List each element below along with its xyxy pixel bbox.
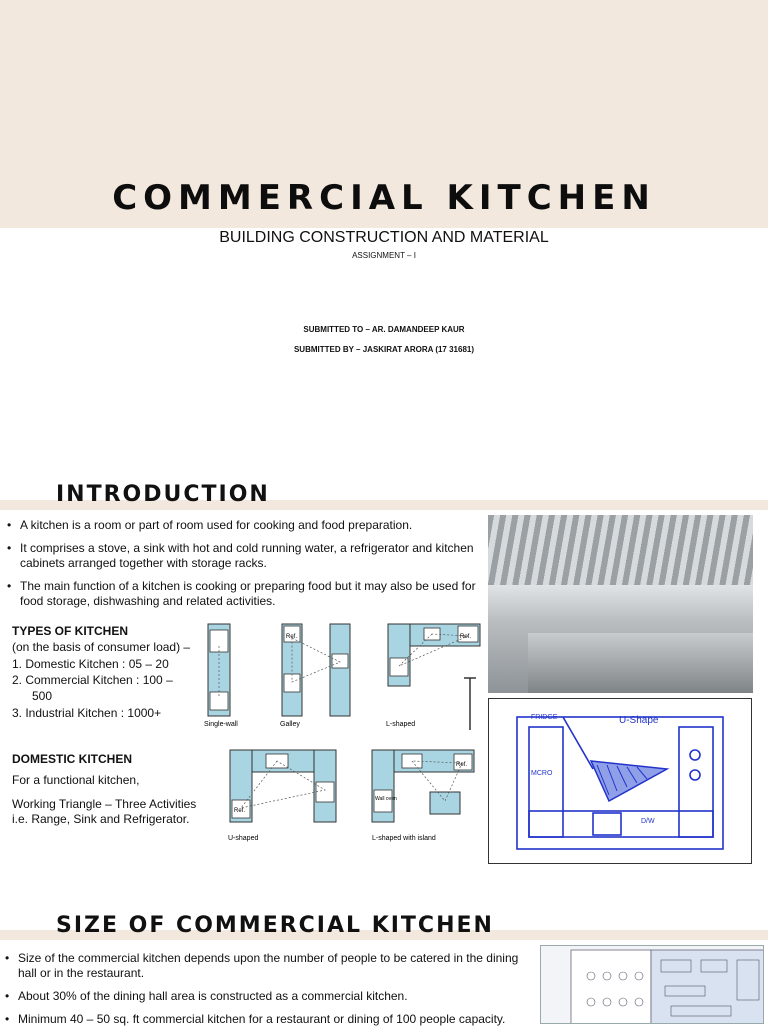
type-item: 3. Industrial Kitchen : 1000+ bbox=[12, 706, 162, 720]
type-item: 500 bbox=[32, 689, 53, 703]
label-wall-oven: Wall oven bbox=[375, 796, 397, 802]
intro-bullets bbox=[2, 518, 484, 617]
domestic-line: For a functional kitchen, bbox=[12, 773, 140, 787]
exhaust-hood bbox=[488, 515, 753, 585]
label-ref: Ref. bbox=[286, 634, 298, 640]
steel-counter bbox=[528, 633, 753, 693]
size-bullet: • Minimum 40 – 50 sq. ft commercial kitchen for a restaurant or dining of 100 people capacity. bbox=[0, 1012, 530, 1027]
domestic-line: Working Triangle – Three Activities bbox=[12, 797, 197, 811]
size-bullet: • About 30% of the dining hall area is constructed as a commercial kitchen. bbox=[0, 989, 530, 1004]
intro-bullet: • It comprises a stove, a sink with hot and cold running water, a refrigerator and kitchen cabinets arranged together with storage racks. bbox=[2, 541, 484, 571]
type-item: 2. Commercial Kitchen : 100 – bbox=[12, 673, 173, 687]
restaurant-floor-plan bbox=[540, 945, 764, 1024]
commercial-kitchen-photo bbox=[488, 515, 753, 693]
label-ref: Ref. bbox=[456, 762, 468, 768]
cover-subtitle: BUILDING CONSTRUCTION AND MATERIAL bbox=[219, 229, 549, 246]
plan-title: U-Shape bbox=[619, 715, 659, 726]
label-single: Single-wall bbox=[204, 721, 238, 728]
intro-bullet: • The main function of a kitchen is cooking or preparing food but it may also be used for food storage, dishwashing and related activities. bbox=[2, 579, 484, 609]
intro-heading: INTRODUCTION bbox=[56, 482, 270, 507]
kitchen-layouts-diagram bbox=[200, 618, 485, 850]
label-ref: Ref. bbox=[460, 634, 472, 640]
intro-bullet: • A kitchen is a room or part of room used for cooking and food preparation. bbox=[2, 518, 484, 533]
domestic-heading: DOMESTIC KITCHEN bbox=[12, 752, 132, 766]
label-galley: Galley bbox=[280, 721, 300, 728]
plan-micro: MCRO bbox=[531, 770, 553, 777]
label-ushaped: U-shaped bbox=[228, 835, 259, 842]
domestic-line: i.e. Range, Sink and Refrigerator. bbox=[12, 812, 190, 826]
size-bullets bbox=[0, 951, 530, 1035]
submitted-to: SUBMITTED TO – AR. DAMANDEEP KAUR bbox=[303, 325, 465, 334]
type-item: 1. Domestic Kitchen : 05 – 20 bbox=[12, 657, 169, 671]
label-lisland: L-shaped with island bbox=[372, 835, 436, 842]
size-bullet: • Size of the commercial kitchen depends upon the number of people to be catered in the dining hall or in the restaurant. bbox=[0, 951, 530, 981]
plan-dw: D/W bbox=[641, 818, 655, 825]
types-heading: TYPES OF KITCHEN bbox=[12, 624, 129, 638]
assignment-label: ASSIGNMENT – I bbox=[352, 251, 416, 260]
plan-fridge: FRIDGE bbox=[531, 714, 558, 721]
label-ref: Ref. bbox=[234, 808, 246, 814]
u-shape-plan bbox=[488, 698, 752, 864]
size-heading: SIZE OF COMMERCIAL KITCHEN bbox=[56, 913, 494, 938]
label-lshaped: L-shaped bbox=[386, 721, 416, 728]
floor-plan-drawing bbox=[541, 946, 764, 1024]
cover-title: COMMERCIAL KITCHEN bbox=[112, 178, 656, 218]
u-shape-plan-drawing bbox=[489, 699, 751, 863]
types-note: (on the basis of consumer load) – bbox=[12, 640, 191, 654]
cover-slide bbox=[0, 0, 768, 375]
submitted-by: SUBMITTED BY – JASKIRAT ARORA (17 31681) bbox=[293, 345, 475, 354]
